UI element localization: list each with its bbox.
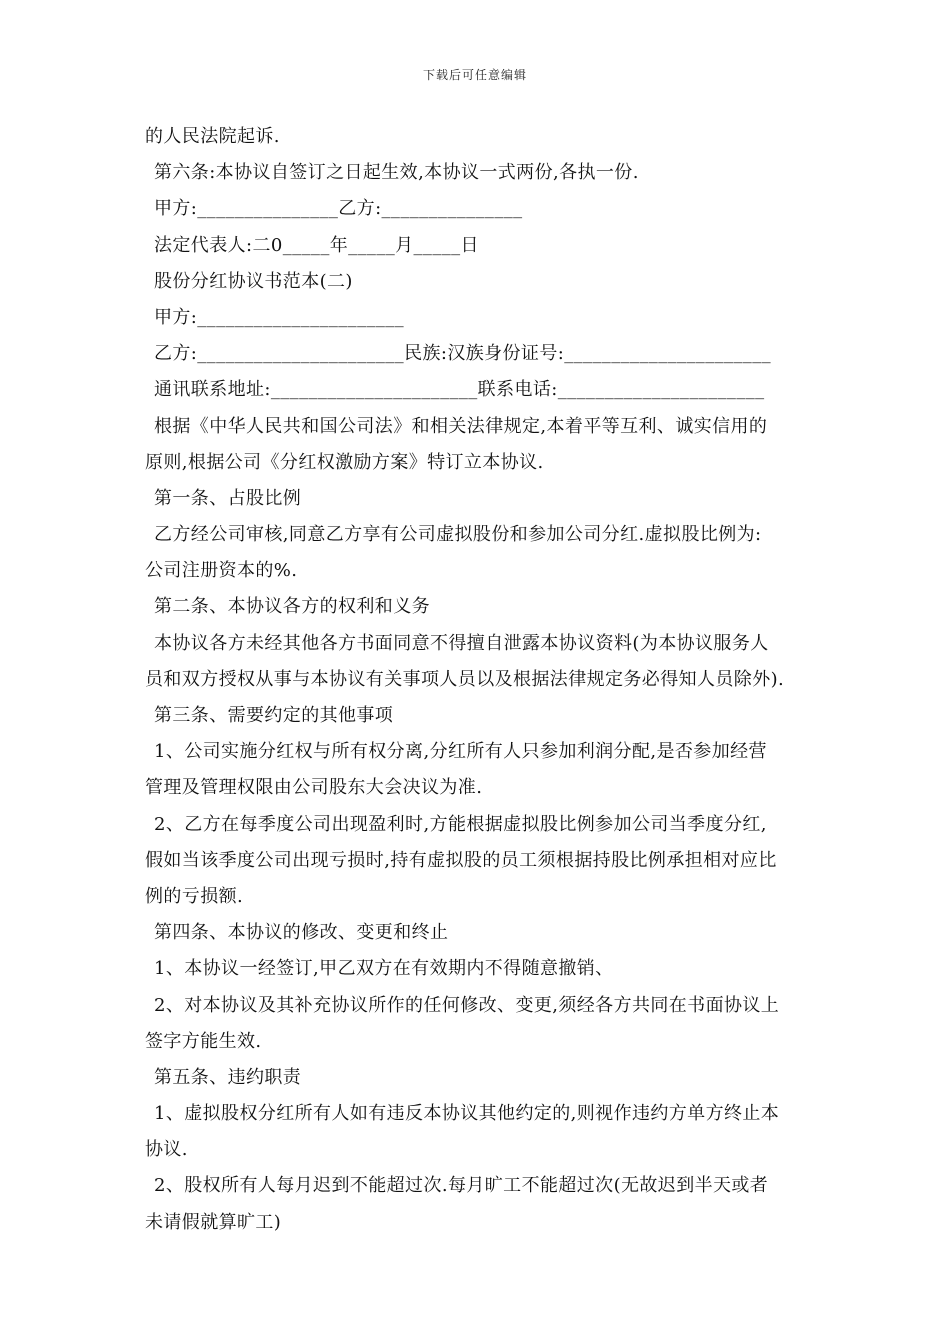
text-line: 乙方经公司审核,同意乙方享有公司虚拟股份和参加公司分红.虚拟股比例为: bbox=[154, 524, 762, 546]
article-heading: 第一条、占股比例 bbox=[154, 487, 302, 509]
text-line: 例的亏损额. bbox=[145, 885, 244, 907]
contact-line: 通讯联系地址:______________________联系电话:______________________ bbox=[154, 379, 765, 401]
text-line: 2、股权所有人每月迟到不能超过次.每月旷工不能超过次(无故迟到半天或者 bbox=[154, 1175, 769, 1197]
date-line: 法定代表人:二0_____年_____月_____日 bbox=[154, 234, 479, 256]
article-heading: 第三条、需要约定的其他事项 bbox=[154, 705, 394, 726]
text-line: 第六条:本协议自签订之日起生效,本协议一式两份,各执一份. bbox=[154, 162, 639, 184]
text-line: 原则,根据公司《分红权激励方案》特订立本协议. bbox=[145, 451, 544, 473]
article-heading: 第四条、本协议的修改、变更和终止 bbox=[154, 922, 449, 944]
text-line: 1、公司实施分红权与所有权分离,分红所有人只参加利润分配,是否参加经营 bbox=[154, 741, 767, 763]
text-line: 本协议各方未经其他各方书面同意不得擅自泄露本协议资料(为本协议服务人 bbox=[154, 632, 769, 654]
document-body bbox=[145, 119, 815, 1241]
text-line: 签字方能生效. bbox=[145, 1030, 262, 1052]
text-line: 未请假就算旷工) bbox=[145, 1211, 282, 1233]
text-line: 根据《中华人民共和国公司法》和相关法律规定,本着平等互利、诚实信用的 bbox=[154, 415, 768, 437]
party-b-line: 乙方:______________________民族:汉族身份证号:______________________ bbox=[154, 343, 771, 365]
page-header: 下载后可任意编辑 bbox=[422, 68, 527, 82]
text-line: 员和双方授权从事与本协议有关事项人员以及根据法律规定务必得知人员除外). bbox=[145, 668, 785, 690]
text-line: 2、对本协议及其补充协议所作的任何修改、变更,须经各方共同在书面协议上 bbox=[154, 994, 780, 1016]
article-heading: 第二条、本协议各方的权利和义务 bbox=[154, 596, 430, 618]
text-line: 假如当该季度公司出现亏损时,持有虚拟股的员工须根据持股比例承担相对应比 bbox=[145, 849, 777, 871]
article-heading: 第五条、违约职责 bbox=[154, 1066, 302, 1088]
section-title: 股份分红协议书范本(二) bbox=[154, 270, 353, 292]
text-line: 协议. bbox=[145, 1139, 188, 1161]
text-line: 1、本协议一经签订,甲乙双方在有效期内不得随意撤销、 bbox=[154, 958, 614, 980]
text-line: 1、虚拟股权分红所有人如有违反本协议其他约定的,则视作违约方单方终止本 bbox=[154, 1103, 780, 1125]
text-line: 公司注册资本的%. bbox=[145, 560, 298, 582]
text-line: 的人民法院起诉. bbox=[145, 126, 280, 147]
signature-line: 甲方:_______________乙方:_______________ bbox=[154, 198, 523, 220]
party-a-line: 甲方:______________________ bbox=[154, 306, 405, 328]
text-line: 2、乙方在每季度公司出现盈利时,方能根据虚拟股比例参加公司当季度分红, bbox=[154, 813, 767, 835]
text-line: 管理及管理权限由公司股东大会决议为准. bbox=[145, 777, 483, 799]
